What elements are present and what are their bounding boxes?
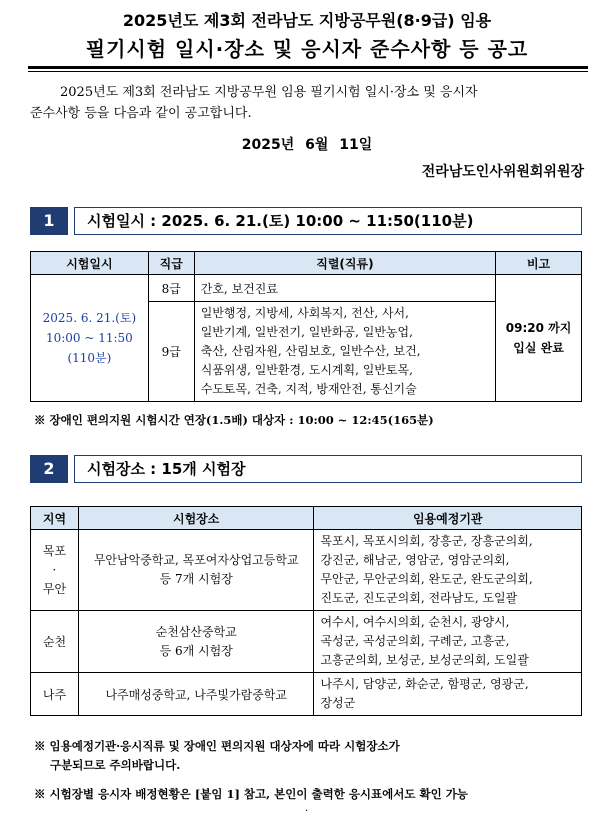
agency-line: 여수시, 여수시의회, 순천시, 광양시,: [320, 615, 510, 629]
intro-line-1: 2025년도 제3회 전라남도 지방공무원 임용 필기시험 일시·장소 및 응시자: [60, 85, 478, 100]
venue-row-mokpo: [31, 530, 582, 611]
issuing-organization: 전라남도인사위원회위원장: [421, 164, 584, 180]
venue-suncheon: [78, 611, 314, 673]
section1-header: [30, 207, 582, 235]
venue-line: 무안남악중학교, 목포여자상업고등학교: [93, 553, 299, 567]
title-rule-thin: [28, 71, 588, 72]
agency-line: 무안군, 무안군의회, 완도군, 완도군의회,: [320, 572, 533, 586]
series-9-line: 식품위생, 일반환경, 도시계획, 일반토목,: [200, 363, 413, 377]
remark-line-2: 입실 완료: [513, 341, 564, 355]
region-naju: 나주: [31, 673, 79, 716]
series-9: [194, 302, 495, 402]
section1-note: ※ 장애인 편의지원 시험시간 연장(1.5배) 대상자 : 10:00 ~ 12:45(165분): [34, 413, 434, 427]
agency-suncheon: [314, 611, 582, 673]
schedule-row-8: [31, 275, 582, 302]
section2-note1-line2: 구분되므로 주의바랍니다.: [50, 758, 181, 772]
notice-title-line1: 2025년도 제3회 전라남도 지방공무원(8·9급) 임용: [122, 11, 492, 30]
section2-header: [30, 455, 582, 483]
exam-date-cell: [31, 275, 149, 402]
exam-date-duration: (110분): [67, 351, 112, 365]
series-9-line: 수도토목, 건축, 지적, 방재안전, 통신기술: [200, 382, 417, 396]
header-agency: 임용예정기관: [314, 507, 582, 530]
header-region: 지역: [31, 507, 79, 530]
venue-header-row: [31, 507, 582, 530]
grade-9: 9급: [148, 302, 194, 402]
series-8: 간호, 보건진료: [194, 275, 495, 302]
footer-mark: ·: [305, 806, 309, 817]
section2-note1-line1: ※ 임용예정기관·응시직류 및 장애인 편의지원 대상자에 따라 시험장소가: [34, 739, 400, 753]
section2-number: 2: [30, 455, 68, 483]
agency-line: 고흥군의회, 보성군, 보성군의회, 도일괄: [320, 653, 529, 667]
header-remark: 비고: [496, 252, 582, 275]
agency-line: 목포시, 목포시의회, 장흥군, 장흥군의회,: [320, 534, 533, 548]
agency-line: 강진군, 해남군, 영암군, 영암군의회,: [320, 553, 510, 567]
notice-title-line2: 필기시험 일시·장소 및 응시자 준수사항 등 공고: [85, 37, 529, 61]
remark-line-1: 09:20 까지: [505, 321, 572, 335]
header-venue: 시험장소: [78, 507, 314, 530]
region-line: 무안: [42, 581, 67, 596]
agency-line: 장성군: [320, 696, 356, 710]
region-mokpo: [31, 530, 79, 611]
agency-line: 진도군, 진도군의회, 전라남도, 도일괄: [320, 591, 518, 605]
venue-naju: 나주매성중학교, 나주빛가람중학교: [78, 673, 314, 716]
series-9-line: 일반기계, 일반전기, 일반화공, 일반농업,: [200, 325, 413, 339]
venue-row-naju: [31, 673, 582, 716]
grade-8: 8급: [148, 275, 194, 302]
venue-row-suncheon: [31, 611, 582, 673]
series-9-line: 축산, 산림자원, 산림보호, 일반수산, 보건,: [200, 344, 421, 358]
venue-line: 순천삼산중학교: [155, 624, 237, 639]
venue-line: 등 7개 시험장: [159, 572, 233, 586]
title-rule-thick: [28, 66, 588, 69]
section1-number: 1: [30, 207, 68, 235]
exam-date-time: 10:00 ~ 11:50: [45, 331, 133, 345]
header-exam-date: 시험일시: [31, 252, 149, 275]
region-suncheon: 순천: [31, 611, 79, 673]
venue-mokpo: [78, 530, 314, 611]
exam-venue-table: [30, 506, 582, 716]
section2-title: 시험장소 : 15개 시험장: [74, 455, 582, 483]
section1-title: 시험일시 : 2025. 6. 21.(토) 10:00 ~ 11:50(110분): [74, 207, 582, 235]
header-series: 직렬(직류): [194, 252, 495, 275]
schedule-header-row: [31, 252, 582, 275]
series-9-line: 일반행정, 지방세, 사회복지, 전산, 사서,: [200, 306, 409, 320]
region-line: ·: [52, 562, 57, 577]
agency-line: 나주시, 담양군, 화순군, 함평군, 영광군,: [320, 677, 529, 691]
exam-schedule-table: [30, 251, 582, 402]
agency-mokpo: [314, 530, 582, 611]
remark-cell: [496, 275, 582, 402]
intro-line-2: 준수사항 등을 다음과 같이 공고합니다.: [30, 106, 252, 121]
region-line: 목포: [42, 543, 67, 558]
venue-line: 등 6개 시험장: [159, 643, 233, 658]
agency-naju: [314, 673, 582, 716]
agency-line: 곡성군, 곡성군의회, 구례군, 고흥군,: [320, 634, 510, 648]
announcement-date: 2025년 6월 11일: [241, 137, 373, 153]
header-grade: 직급: [148, 252, 194, 275]
section2-note2: ※ 시험장별 응시자 배정현황은 [붙임 1] 참고, 본인이 출력한 응시표에서도 확인 가능: [34, 787, 468, 801]
intro-paragraph: [30, 82, 590, 124]
exam-date-day: 2025. 6. 21.(토): [42, 311, 137, 325]
